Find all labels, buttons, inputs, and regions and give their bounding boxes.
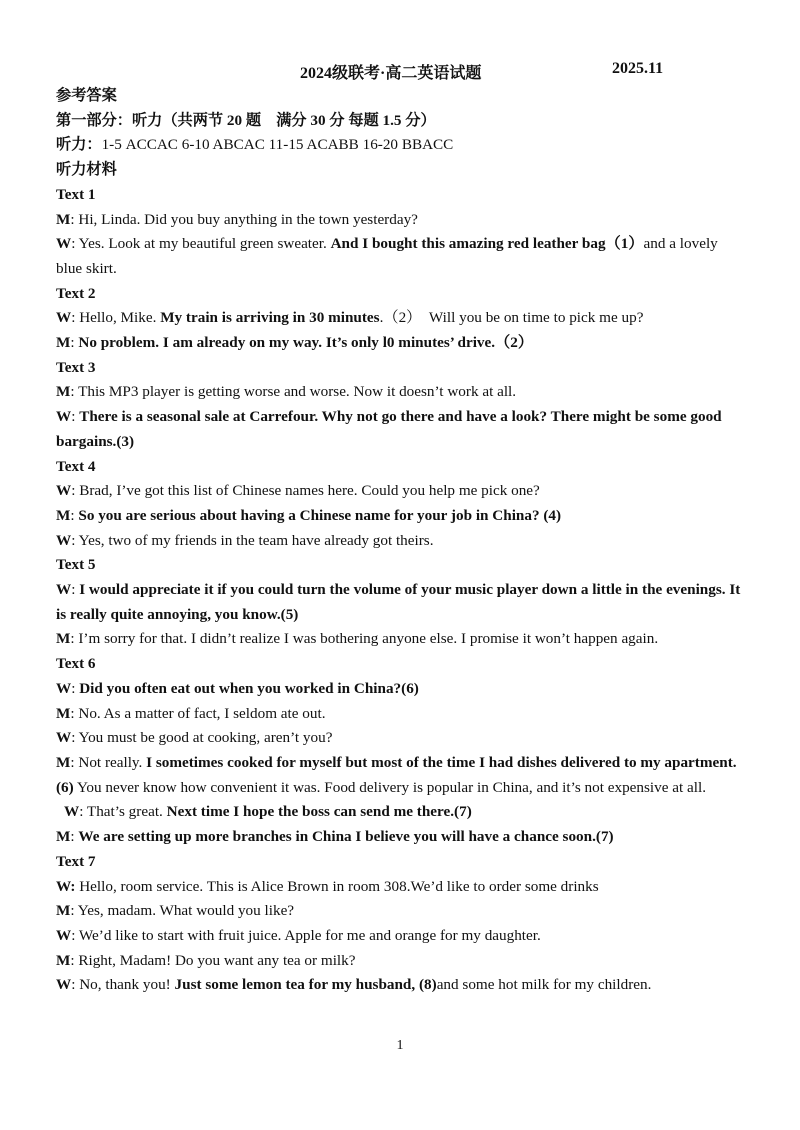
line-text: : No, thank you! <box>71 976 175 994</box>
speaker: W <box>64 803 80 821</box>
speaker: W <box>56 581 72 599</box>
line-tail: .（2） Will you be on time to pick me up? <box>379 309 644 327</box>
line-text: : That’s great. <box>79 803 167 821</box>
speaker: W <box>56 235 72 253</box>
dialogue-line <box>56 800 746 825</box>
dialogue-line <box>56 306 746 331</box>
speaker: W: <box>56 877 76 895</box>
speaker: W <box>56 482 72 500</box>
speaker: W <box>56 976 72 994</box>
answers-label: 听力： <box>56 136 102 154</box>
speaker: M <box>56 902 71 920</box>
line-text: : You must be good at cooking, aren’t you? <box>71 729 333 747</box>
line-text: : <box>71 679 80 697</box>
answer-evidence: I sometimes cooked for myself but most of the time I had dishes delivered to my apartment.(6) <box>56 753 737 796</box>
speaker: M <box>56 704 71 722</box>
dialogue-line <box>56 380 746 405</box>
line-tail: and some hot milk for my children. <box>436 976 652 994</box>
speaker: W <box>56 679 72 697</box>
dialogue-line <box>56 529 746 554</box>
answer-evidence: Just some lemon tea for my husband, (8) <box>174 976 437 994</box>
line-text: : <box>70 828 79 846</box>
answer-evidence: And I bought this amazing red leather bag（1） <box>330 235 644 253</box>
line-text: : Not really. <box>70 753 147 771</box>
speaker: W <box>56 309 72 327</box>
line-text: : Right, Madam! Do you want any tea or milk? <box>70 951 356 969</box>
dialogue-line <box>56 702 746 727</box>
text-5-title: Text 5 <box>56 556 96 574</box>
answer-evidence: There is a seasonal sale at Carrefour. Why not go there and have a look? There might be some good bargains.(3) <box>56 408 722 450</box>
line-text: : Yes, two of my friends in the team have already got theirs. <box>71 531 434 549</box>
dialogue-line <box>56 949 746 974</box>
dialogue-line <box>56 405 746 454</box>
text-3-title: Text 3 <box>56 358 96 376</box>
dialogue-line <box>56 875 746 900</box>
dialogue-line <box>56 578 746 627</box>
speaker: W <box>56 408 72 426</box>
speaker: M <box>56 506 71 524</box>
line-tail: You never know how convenient it was. Food delivery is popular in China, and it’s not expensive at all. <box>73 778 707 796</box>
dialogue-line <box>56 331 746 356</box>
dialogue-line <box>56 479 746 504</box>
line-text: : No. As a matter of fact, I seldom ate out. <box>70 704 326 722</box>
text-4-title: Text 4 <box>56 457 96 475</box>
text-6-title: Text 6 <box>56 655 96 673</box>
answer-evidence: We are setting up more branches in China I believe you will have a chance soon.(7) <box>78 828 614 846</box>
speaker: M <box>56 951 71 969</box>
line-text: : <box>70 334 79 352</box>
speaker: W <box>56 729 72 747</box>
exam-title: 2024级联考·高二英语试题 <box>300 65 482 82</box>
speaker: W <box>56 531 72 549</box>
dialogue-line <box>56 899 746 924</box>
line-text: : <box>71 581 80 599</box>
dialogue-line <box>56 726 746 751</box>
dialogue-line <box>56 924 746 949</box>
speaker: M <box>56 210 71 228</box>
document-body <box>56 84 746 998</box>
line-text: : Hi, Linda. Did you buy anything in the town yesterday? <box>70 210 418 228</box>
answer-evidence: So you are serious about having a Chinese name for your job in China? (4) <box>78 506 562 524</box>
answers-value: 1-5 ACCAC 6-10 ABCAC 11-15 ACABB 16-20 BBACC <box>101 136 454 154</box>
text-7-title: Text 7 <box>56 852 96 870</box>
answer-evidence: My train is arriving in 30 minutes <box>160 309 380 327</box>
speaker: M <box>56 630 71 648</box>
line-text: : <box>70 506 79 524</box>
line-text: : Yes. Look at my beautiful green sweater. <box>71 235 331 253</box>
line-text: : This MP3 player is getting worse and worse. Now it doesn’t work at all. <box>70 383 517 401</box>
line-text: : We’d like to start with fruit juice. Apple for me and orange for my daughter. <box>71 926 541 944</box>
dialogue-line <box>56 825 746 850</box>
text-1-title: Text 1 <box>56 185 96 203</box>
answer-evidence: No problem. I am already on my way. It’s only l0 minutes’ drive.（2） <box>78 334 534 352</box>
line-tail: and a lovely blue skirt. <box>56 235 718 277</box>
speaker: M <box>56 383 71 401</box>
speaker: M <box>56 753 71 771</box>
dialogue-line <box>56 973 746 998</box>
line-text: : Yes, madam. What would you like? <box>70 902 295 920</box>
answer-evidence: Next time I hope the boss can send me there.(7) <box>166 803 472 821</box>
answer-evidence: I would appreciate it if you could turn the volume of your music player down a little in the evenings. It is really quite annoying, you know.(5) <box>56 581 741 623</box>
text-2-title: Text 2 <box>56 284 96 302</box>
line-text: : Brad, I’ve got this list of Chinese names here. Could you help me pick one? <box>71 482 540 500</box>
dialogue-line <box>56 751 746 800</box>
materials-heading: 听力材料 <box>56 161 117 179</box>
dialogue-line <box>56 504 746 529</box>
line-text: Hello, room service. This is Alice Brown in room 308.We’d like to order some drinks <box>75 877 599 895</box>
line-text: : Hello, Mike. <box>71 309 161 327</box>
dialogue-line <box>56 208 746 233</box>
speaker: M <box>56 828 71 846</box>
speaker: W <box>56 926 72 944</box>
dialogue-line <box>56 627 746 652</box>
dialogue-line <box>56 677 746 702</box>
speaker: M <box>56 334 71 352</box>
page-number: 1 <box>396 1038 404 1053</box>
answer-evidence: Did you often eat out when you worked in China?(6) <box>79 679 419 697</box>
answers-line <box>56 133 746 158</box>
exam-date: 2025.11 <box>612 60 664 77</box>
part1-heading: 第一部分：听力（共两节 20 题 满分 30 分 每题 1.5 分） <box>56 111 436 129</box>
dialogue-line <box>56 232 746 281</box>
page-header <box>0 60 800 84</box>
line-text: : I’m sorry for that. I didn’t realize I was bothering anyone else. I promise it won’t happen again. <box>70 630 659 648</box>
answer-heading: 参考答案 <box>56 87 117 104</box>
line-text: : <box>71 408 80 426</box>
